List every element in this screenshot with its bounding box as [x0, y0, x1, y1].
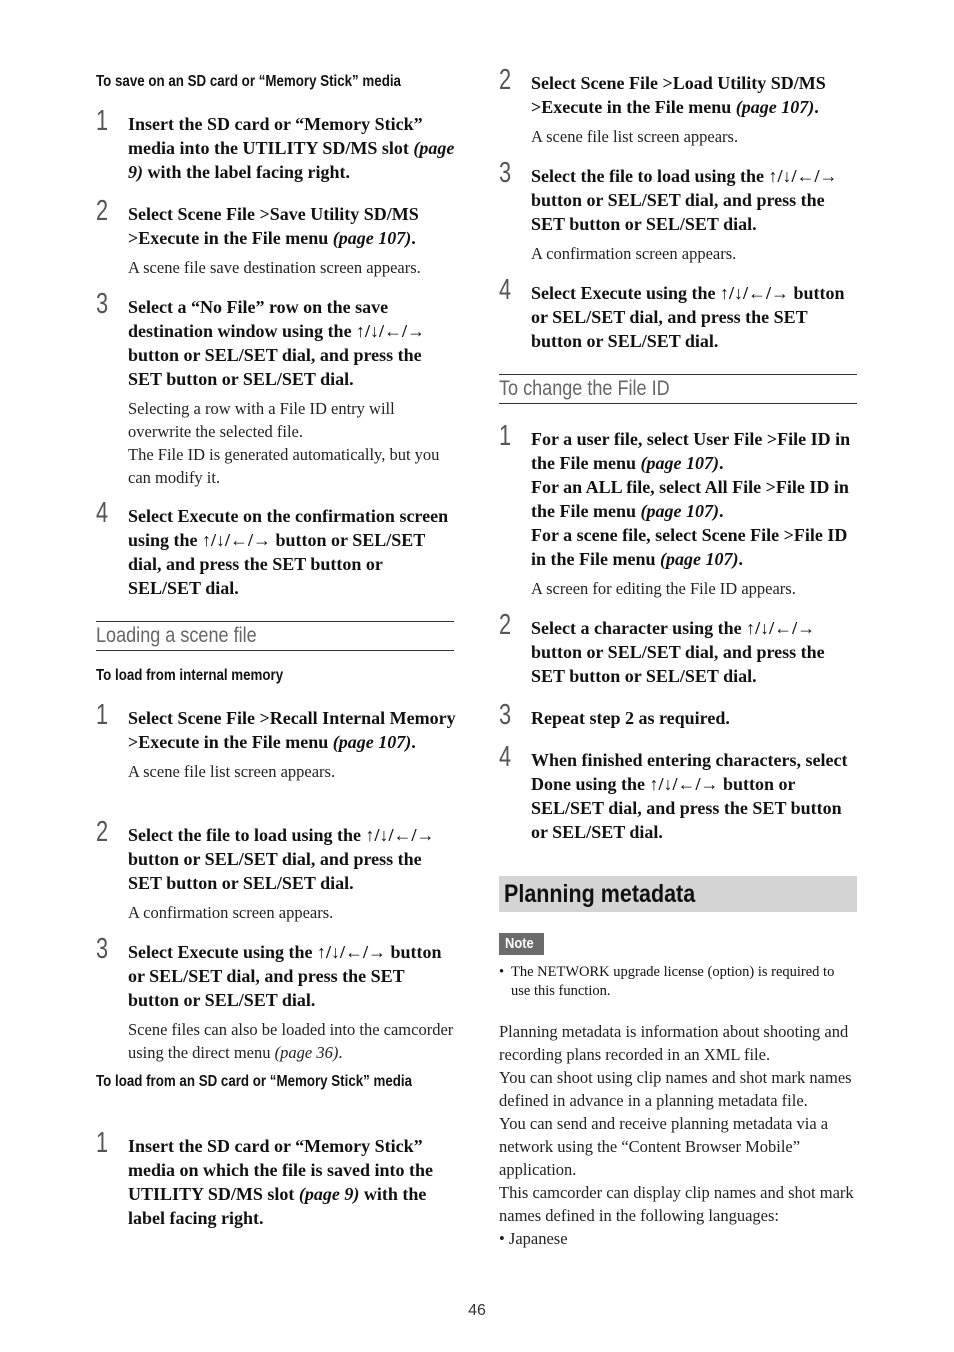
step-description: A scene file list screen appears. [128, 762, 336, 781]
note-text: The NETWORK upgrade license (option) is required to use this function. [511, 964, 835, 999]
note-item [499, 963, 857, 1001]
list-item-japanese: • Japanese [499, 1229, 568, 1248]
step-text: For a user file, select User File >File ID in the File menu (page 107). For an ALL file, select All File >File ID in the File menu (page 107). For a scene file, select Scene File >File ID in the File menu (page 107). [531, 429, 851, 569]
step-item [96, 1127, 456, 1230]
step-text: Select a character using the ↑/↓/←/→ button or SEL/SET dial, and press the SET button or SEL/SET dial. [531, 618, 825, 686]
step-item [96, 105, 456, 184]
step-item [96, 288, 456, 489]
step-text: Select Scene File >Load Utility SD/MS >Execute in the File menu (page 107). [531, 73, 826, 117]
step-description: Selecting a row with a File ID entry will overwrite the selected file. The File ID is generated automatically, but you can modify it. [128, 399, 440, 487]
step-text: Insert the SD card or “Memory Stick” media into the UTILITY SD/MS slot (page 9) with the label facing right. [128, 114, 455, 182]
step-text: Select Execute on the confirmation screen using the ↑/↓/←/→ button or SEL/SET dial, and press the SET button or SEL/SET dial. [128, 506, 449, 598]
step-description: A confirmation screen appears. [531, 244, 737, 263]
step-number: 2 [96, 195, 109, 227]
step-description: A scene file save destination screen appears. [128, 258, 421, 277]
step-text: Select Scene File >Recall Internal Memory >Execute in the File menu (page 107). [128, 708, 456, 752]
step-number: 1 [96, 105, 109, 137]
step-item [499, 420, 857, 600]
step-item [96, 933, 456, 1064]
step-text: Select the file to load using the ↑/↓/←/→ button or SEL/SET dial, and press the SET button or SEL/SET dial. [531, 166, 838, 234]
section-heading-file-id [499, 374, 857, 404]
step-item [499, 609, 857, 688]
step-description: Scene files can also be loaded into the camcorder using the direct menu (page 36). [128, 1020, 454, 1062]
step-text: Select a “No File” row on the save destination window using the ↑/↓/←/→ button or SEL/SET dial, and press the SET button or SEL/SET dial. [128, 297, 426, 389]
section-heading-text: To change the File ID [499, 377, 670, 400]
heading-save-sd: To save on an SD card or “Memory Stick” media [96, 73, 401, 90]
body-paragraphs [499, 1020, 857, 1250]
step-description: A scene file list screen appears. [531, 127, 739, 146]
step-text: Select Execute using the ↑/↓/←/→ button or SEL/SET dial, and press the SET button or SEL/SET dial. [531, 283, 845, 351]
section-heading-text: Loading a scene file [96, 624, 257, 647]
step-item [499, 699, 857, 731]
step-text: Select Scene File >Save Utility SD/MS >Execute in the File menu (page 107). [128, 204, 419, 248]
step-number: 4 [499, 274, 512, 306]
step-item [96, 699, 456, 783]
note-badge [499, 933, 544, 955]
chapter-heading-planning-metadata [499, 876, 857, 912]
chapter-heading-text: Planning metadata [504, 880, 696, 908]
step-description: A confirmation screen appears. [128, 903, 334, 922]
step-item [499, 64, 857, 148]
step-number: 2 [499, 64, 512, 96]
step-text: Repeat step 2 as required. [531, 708, 730, 728]
step-item [499, 741, 857, 844]
step-number: 3 [499, 157, 512, 189]
heading-load-sd: To load from an SD card or “Memory Stick” media [96, 1073, 413, 1090]
note-bullet: • [499, 964, 505, 980]
page-number: 46 [468, 1302, 486, 1319]
step-number: 2 [96, 816, 109, 848]
step-text: Select Execute using the ↑/↓/←/→ button or SEL/SET dial, and press the SET button or SEL/SET dial. [128, 942, 442, 1010]
section-heading-loading [96, 621, 454, 651]
step-number: 2 [499, 609, 512, 641]
step-number: 1 [96, 1127, 109, 1159]
step-number: 4 [96, 497, 109, 529]
step-item [499, 157, 857, 265]
paragraph: You can shoot using clip names and shot mark names defined in advance in a planning metadata file. [499, 1068, 852, 1110]
paragraph: This camcorder can display clip names and shot mark names defined in the following languages: [499, 1183, 854, 1225]
paragraph: Planning metadata is information about shooting and recording plans recorded in an XML file. [499, 1022, 849, 1064]
step-description: A screen for editing the File ID appears. [531, 579, 796, 598]
step-item [96, 497, 456, 600]
step-item [499, 274, 857, 353]
step-number: 3 [499, 699, 512, 731]
step-text: When finished entering characters, select Done using the ↑/↓/←/→ button or SEL/SET dial, and press the SET button or SEL/SET dial. [531, 750, 848, 842]
heading-internal-memory: To load from internal memory [96, 667, 284, 684]
paragraph: You can send and receive planning metadata via a network using the “Content Browser Mobile” application. [499, 1114, 829, 1179]
step-number: 3 [96, 933, 109, 965]
note-label: Note [505, 935, 534, 952]
step-item [96, 195, 456, 279]
step-number: 3 [96, 288, 109, 320]
step-number: 1 [96, 699, 109, 731]
step-text: Select the file to load using the ↑/↓/←/→ button or SEL/SET dial, and press the SET button or SEL/SET dial. [128, 825, 435, 893]
step-number: 4 [499, 741, 512, 773]
step-item [96, 816, 456, 924]
step-text: Insert the SD card or “Memory Stick” media on which the file is saved into the UTILITY SD/MS slot (page 9) with the label facing right. [128, 1136, 434, 1228]
step-number: 1 [499, 420, 512, 452]
